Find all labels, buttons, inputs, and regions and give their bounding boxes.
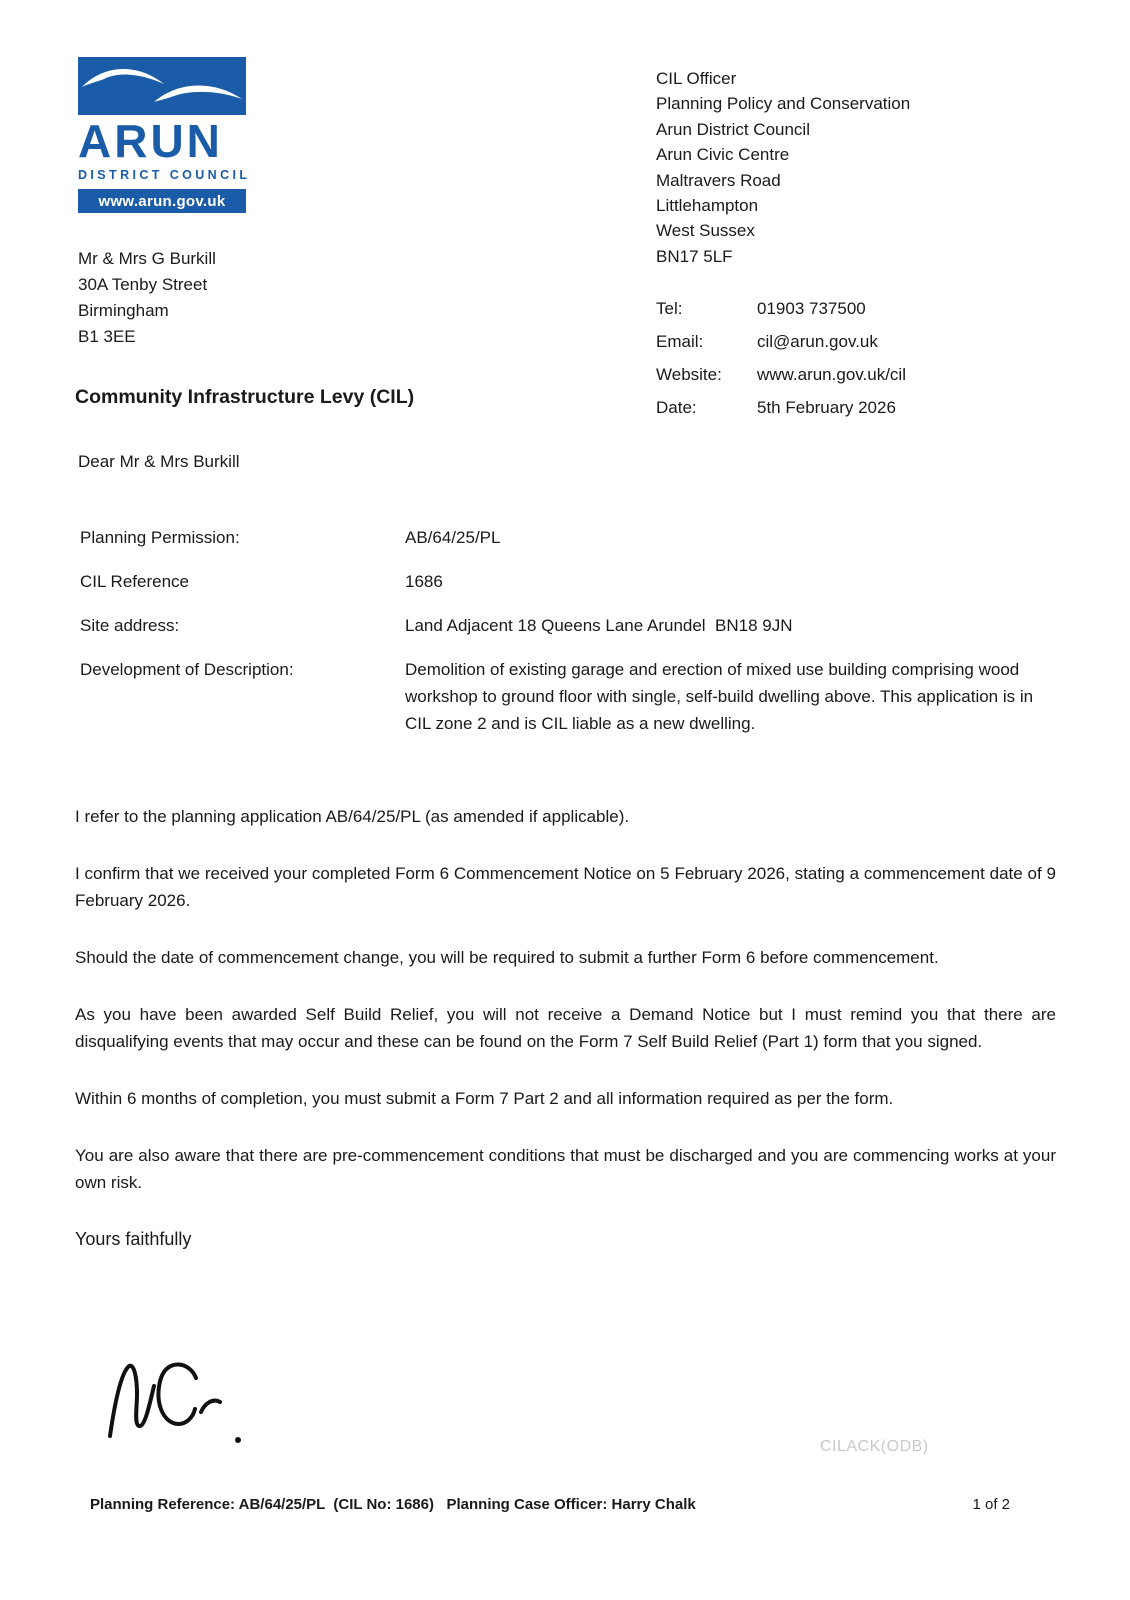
detail-row-site-address [80,612,1055,639]
closing: Yours faithfully [75,1229,192,1249]
arun-council-logo [78,57,251,213]
letter-title: Community Infrastructure Levy (CIL) [75,386,415,408]
body-paragraph: Should the date of commencement change, you will be required to submit a further Form 6 before commencement. [75,948,939,967]
tel-value: 01903 737500 [757,298,866,318]
application-details [80,524,1055,754]
recipient-address-line: 30A Tenby Street [78,275,208,294]
detail-value: Demolition of existing garage and erection of mixed use building comprising wood workshop to ground floor with single, self-build dwelling above. This application is in CIL zone 2 and is CIL liable as a new dwelling. [405,660,1038,733]
email-value: cil@arun.gov.uk [757,331,878,351]
body-paragraph: You are also aware that there are pre-commencement conditions that must be discharged and you are commencing works at your own risk. [75,1146,1056,1192]
salutation: Dear Mr & Mrs Burkill [78,452,240,471]
website-value: www.arun.gov.uk/cil [757,364,906,384]
contact-row-email [656,325,906,358]
detail-row-planning-permission [80,524,1055,551]
tel-label: Tel: [656,298,683,318]
document-code-watermark: CILACK(ODB) [820,1438,929,1455]
seagulls-icon [78,57,246,115]
detail-row-development-description [80,656,1055,737]
detail-label: Development of Description: [80,660,294,679]
detail-label: CIL Reference [80,572,189,591]
recipient-address-line: Mr & Mrs G Burkill [78,249,216,268]
recipient-address-line: Birmingham [78,301,169,320]
detail-value: Land Adjacent 18 Queens Lane Arundel BN18 9JN [405,616,793,635]
sender-address-line: Arun Civic Centre [656,145,790,165]
detail-value: 1686 [405,572,443,591]
sender-address-line: BN17 5LF [656,246,733,266]
sender-address-line: Maltravers Road [656,170,781,190]
page-number: 1 of 2 [972,1496,1010,1513]
website-label: Website: [656,364,722,384]
logo-name: ARUN [78,115,223,167]
body-paragraph: As you have been awarded Self Build Relief, you will not receive a Demand Notice but I must remind you that there are disqualifying events that may occur and these can be found on the Form 7 Self Build Relief (Part 1) form that you signed. [75,1005,1056,1051]
date-value: 5th February 2026 [757,397,896,417]
body-paragraph: I refer to the planning application AB/64/25/PL (as amended if applicable). [75,807,630,826]
detail-value: AB/64/25/PL [405,528,501,547]
sender-address-block [656,66,910,269]
sender-address-line: Arun District Council [656,119,810,139]
contact-row-date [656,391,906,424]
letter-body [75,803,1056,1283]
detail-label: Site address: [80,616,180,635]
logo-website-banner: www.arun.gov.uk [78,189,246,213]
contact-row-tel [656,292,906,325]
page-footer [90,1496,1010,1513]
sender-address-line: West Sussex [656,221,755,241]
logo-subtitle: DISTRICT COUNCIL [78,168,251,183]
contact-row-website [656,358,906,391]
footer-reference: Planning Reference: AB/64/25/PL (CIL No: 1686) Planning Case Officer: Harry Chalk [90,1496,696,1513]
email-label: Email: [656,331,704,351]
detail-label: Planning Permission: [80,528,240,547]
sender-address-line: Littlehampton [656,196,759,216]
sender-address-line: CIL Officer [656,69,737,88]
body-paragraph: Within 6 months of completion, you must submit a Form 7 Part 2 and all information required as per the form. [75,1089,894,1108]
contact-details [656,292,906,424]
sender-address-line: Planning Policy and Conservation [656,94,911,114]
date-label: Date: [656,397,697,417]
recipient-address-block [78,246,216,350]
signature [100,1350,250,1450]
recipient-address-line: B1 3EE [78,327,136,346]
detail-row-cil-reference [80,568,1055,595]
body-paragraph: I confirm that we received your completed Form 6 Commencement Notice on 5 February 2026, stating a commencement date of 9 February 2026. [75,864,1056,910]
